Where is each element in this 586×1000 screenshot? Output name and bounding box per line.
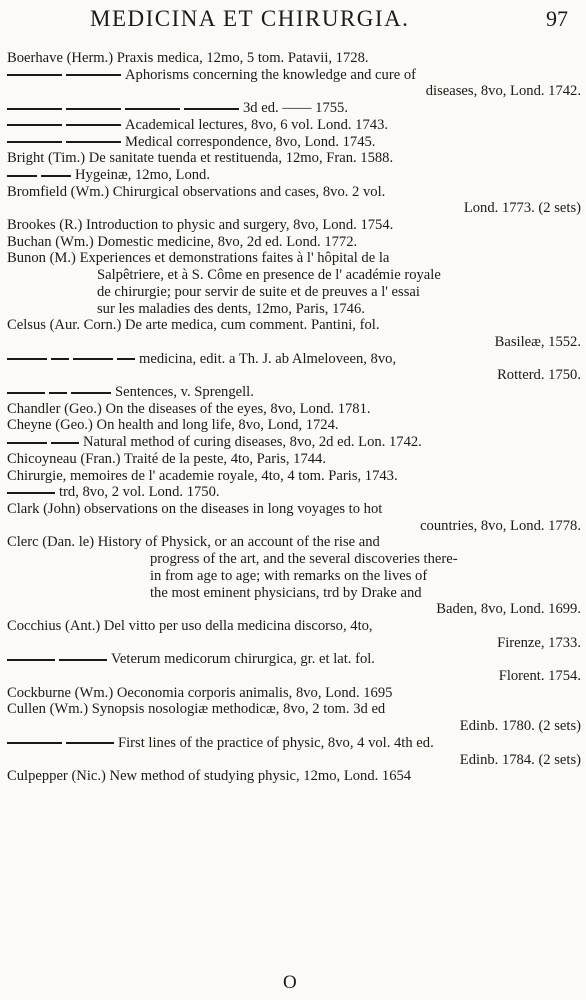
entry-text: Boerhave (Herm.) Praxis medica, 12mo, 5 tom. Patavii, 1728. bbox=[7, 50, 369, 66]
entry-text: Cocchius (Ant.) Del vitto per uso della medicina discorso, 4to, bbox=[7, 617, 373, 634]
entry-line bbox=[7, 635, 581, 652]
catalogue-entry bbox=[7, 651, 581, 684]
entry-line bbox=[7, 651, 581, 668]
signature-mark: O bbox=[283, 972, 297, 993]
entry-text: Brookes (R.) Introduction to physic and surgery, 8vo, Lond. 1754. bbox=[7, 217, 394, 234]
entry-text: Cullen (Wm.) Synopsis nosologiæ methodicæ, 8vo, 2 tom. 3d ed bbox=[7, 701, 386, 718]
entry-line bbox=[7, 50, 581, 67]
entry-text: Academical lectures, 8vo, 6 vol. Lond. 1743. bbox=[125, 116, 389, 133]
entry-text: sur les maladies des dents, 12mo, Paris, 1746. bbox=[97, 300, 365, 317]
entry-text: Sentences, v. Sprengell. bbox=[115, 384, 254, 401]
ditto-dash bbox=[7, 442, 47, 444]
ditto-dash bbox=[66, 141, 121, 143]
ditto-dash bbox=[7, 492, 55, 494]
entry-line bbox=[7, 735, 581, 752]
entry-line bbox=[7, 518, 581, 535]
ditto-dash bbox=[66, 74, 121, 76]
entry-text: Hygeinæ, 12mo, Lond. bbox=[75, 166, 210, 183]
catalogue-entry bbox=[7, 250, 581, 317]
entry-line bbox=[7, 501, 581, 518]
entry-line bbox=[7, 668, 581, 685]
running-head bbox=[0, 4, 586, 34]
entry-text: Bunon (M.) Experiences et demonstrations faites à l' hôpital de la bbox=[7, 250, 390, 267]
entry-text: Natural method of curing diseases, 8vo, 2d ed. Lon. 1742. bbox=[83, 434, 422, 451]
entry-line bbox=[7, 334, 581, 351]
entry-text: progress of the art, and the several discoveries there- bbox=[150, 551, 458, 568]
entry-text: Chandler (Geo.) On the diseases of the eyes, 8vo, Lond. 1781. bbox=[7, 400, 371, 417]
catalogue-entry bbox=[7, 484, 581, 501]
entry-line bbox=[7, 117, 581, 134]
entry-line bbox=[7, 200, 581, 217]
entry-line bbox=[7, 768, 581, 785]
entry-text: the most eminent physicians, trd by Drake and bbox=[150, 584, 422, 601]
catalogue-entry bbox=[7, 150, 581, 167]
entry-line bbox=[7, 601, 581, 618]
ditto-dash bbox=[7, 175, 37, 177]
entry-text: de chirurgie; pour servir de suite et de preuves a l' essai bbox=[97, 283, 420, 300]
entry-text: Salpêtriere, et à S. Côme en presence de l' académie royale bbox=[97, 267, 441, 284]
catalogue-entry bbox=[7, 384, 581, 401]
entry-line bbox=[7, 451, 581, 468]
entry-text: countries, 8vo, Lond. 1778. bbox=[420, 517, 581, 534]
catalogue-entry bbox=[7, 134, 581, 151]
ditto-dash bbox=[7, 74, 62, 76]
catalogue-entry bbox=[7, 184, 581, 217]
ditto-dash bbox=[51, 358, 69, 360]
entry-text: Edinb. 1780. (2 sets) bbox=[459, 718, 581, 735]
catalogue-entry bbox=[7, 501, 581, 534]
catalogue-entry bbox=[7, 685, 581, 702]
catalogue-entry bbox=[7, 768, 581, 785]
entry-line bbox=[7, 551, 581, 568]
entry-line bbox=[7, 83, 581, 100]
entry-line bbox=[7, 284, 581, 301]
entry-text: Lond. 1773. (2 sets) bbox=[463, 200, 581, 217]
entry-line bbox=[7, 618, 581, 635]
entry-text: medicina, edit. a Th. J. ab Almeloveen, 8vo, bbox=[139, 350, 397, 367]
catalogue-entry bbox=[7, 401, 581, 418]
catalogue-entry bbox=[7, 234, 581, 251]
entry-text: in from age to age; with remarks on the lives of bbox=[150, 567, 428, 584]
entry-line bbox=[7, 484, 581, 501]
entry-line bbox=[7, 217, 581, 234]
ditto-dash bbox=[7, 392, 45, 394]
ditto-dash bbox=[7, 141, 62, 143]
page-title: MEDICINA ET CHIRURGIA. bbox=[90, 6, 410, 31]
entry-text: Chicoyneau (Fran.) Traité de la peste, 4to, Paris, 1744. bbox=[7, 450, 326, 467]
ditto-dash bbox=[125, 108, 180, 110]
entry-text: Firenze, 1733. bbox=[497, 634, 581, 651]
entry-line bbox=[7, 434, 581, 451]
entry-text: Celsus (Aur. Corn.) De arte medica, cum comment. Pantini, fol. bbox=[7, 317, 380, 334]
entry-text: Clerc (Dan. le) History of Physick, or an account of the rise and bbox=[7, 534, 380, 551]
entry-text: Bromfield (Wm.) Chirurgical observations and cases, 8vo. 2 vol. bbox=[7, 183, 386, 200]
entry-line bbox=[7, 167, 581, 184]
entry-text: Culpepper (Nic.) New method of studying physic, 12mo, Lond. 1654 bbox=[7, 768, 412, 785]
catalogue-entry bbox=[7, 100, 581, 117]
page-number: 97 bbox=[546, 6, 568, 31]
entry-line bbox=[7, 267, 581, 284]
entry-line bbox=[7, 401, 581, 418]
entry-text: First lines of the practice of physic, 8vo, 4 vol. 4th ed. bbox=[118, 734, 434, 751]
entry-text: Bright (Tim.) De sanitate tuenda et restituenda, 12mo, Fran. 1588. bbox=[7, 150, 394, 167]
entry-text: diseases, 8vo, Lond. 1742. bbox=[425, 83, 581, 100]
ditto-dash bbox=[66, 124, 121, 126]
catalogue-entries bbox=[7, 50, 581, 785]
entry-line bbox=[7, 184, 581, 201]
catalogue-entry bbox=[7, 67, 581, 100]
catalogue-entry bbox=[7, 451, 581, 468]
catalogue-entry bbox=[7, 701, 581, 734]
entry-line bbox=[7, 67, 581, 84]
ditto-dash bbox=[184, 108, 239, 110]
entry-line bbox=[7, 134, 581, 151]
catalogue-entry bbox=[7, 468, 581, 485]
entry-line bbox=[7, 701, 581, 718]
entry-line bbox=[7, 317, 581, 334]
entry-text: trd, 8vo, 2 vol. Lond. 1750. bbox=[59, 484, 220, 501]
entry-line bbox=[7, 752, 581, 769]
ditto-dash bbox=[59, 659, 107, 661]
entry-text: Baden, 8vo, Lond. 1699. bbox=[436, 601, 581, 618]
ditto-dash bbox=[117, 358, 135, 360]
ditto-dash bbox=[73, 358, 113, 360]
entry-line bbox=[7, 250, 581, 267]
entry-line bbox=[7, 585, 581, 602]
entry-line bbox=[7, 150, 581, 167]
entry-line bbox=[7, 417, 581, 434]
ditto-dash bbox=[7, 108, 62, 110]
entry-text: Cockburne (Wm.) Oeconomia corporis animalis, 8vo, Lond. 1695 bbox=[7, 684, 393, 701]
catalogue-entry bbox=[7, 167, 581, 184]
catalogue-entry bbox=[7, 217, 581, 234]
catalogue-entry bbox=[7, 117, 581, 134]
entry-text: Basileæ, 1552. bbox=[494, 333, 581, 350]
ditto-dash bbox=[66, 742, 114, 744]
entry-line bbox=[7, 718, 581, 735]
catalogue-entry bbox=[7, 618, 581, 651]
entry-text: Veterum medicorum chirurgica, gr. et lat. fol. bbox=[111, 651, 375, 668]
catalogue-entry bbox=[7, 417, 581, 434]
entry-text: Aphorisms concerning the knowledge and cure of bbox=[125, 66, 416, 83]
entry-text: 3d ed. —— 1755. bbox=[243, 100, 348, 117]
ditto-dash bbox=[7, 742, 62, 744]
catalogue-entry bbox=[7, 351, 581, 384]
entry-text: Cheyne (Geo.) On health and long life, 8vo, Lond, 1724. bbox=[7, 417, 339, 434]
ditto-dash bbox=[7, 358, 47, 360]
entry-line bbox=[7, 384, 581, 401]
entry-text: Chirurgie, memoires de l' academie royale, 4to, 4 tom. Paris, 1743. bbox=[7, 467, 398, 484]
entry-line bbox=[7, 568, 581, 585]
entry-text: Medical correspondence, 8vo, Lond. 1745. bbox=[125, 133, 376, 150]
entry-line bbox=[7, 685, 581, 702]
entry-text: Edinb. 1784. (2 sets) bbox=[459, 751, 581, 768]
entry-line bbox=[7, 301, 581, 318]
catalogue-entry bbox=[7, 534, 581, 618]
entry-line bbox=[7, 534, 581, 551]
entry-line bbox=[7, 234, 581, 251]
ditto-dash bbox=[66, 108, 121, 110]
entry-line bbox=[7, 351, 581, 368]
ditto-dash bbox=[51, 442, 79, 444]
catalogue-entry bbox=[7, 317, 581, 350]
catalogue-entry bbox=[7, 735, 581, 768]
catalogue-entry bbox=[7, 434, 581, 451]
entry-text: Rotterd. 1750. bbox=[497, 367, 581, 384]
entry-text: Florent. 1754. bbox=[498, 668, 581, 685]
entry-line bbox=[7, 468, 581, 485]
ditto-dash bbox=[49, 392, 67, 394]
entry-text: Clark (John) observations on the diseases in long voyages to hot bbox=[7, 500, 383, 517]
ditto-dash bbox=[71, 392, 111, 394]
catalogue-entry bbox=[7, 50, 581, 67]
entry-line bbox=[7, 367, 581, 384]
ditto-dash bbox=[41, 175, 71, 177]
entry-text: Buchan (Wm.) Domestic medicine, 8vo, 2d ed. Lond. 1772. bbox=[7, 233, 358, 250]
ditto-dash bbox=[7, 124, 62, 126]
ditto-dash bbox=[7, 659, 55, 661]
entry-line bbox=[7, 100, 581, 117]
